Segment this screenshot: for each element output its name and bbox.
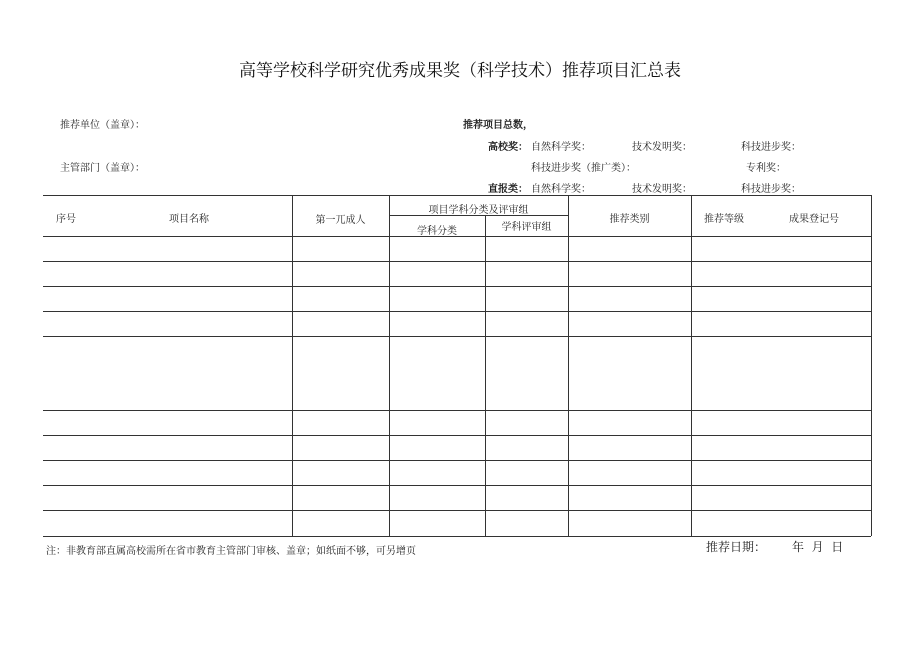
header-recommend-level: 推荐等级 xyxy=(704,214,744,225)
row-line xyxy=(43,410,871,411)
page-title: 高等学校科学研究优秀成果奖（科学技术）推荐项目汇总表 xyxy=(239,61,681,81)
header-recommend-type: 推荐类别 xyxy=(609,214,650,225)
direct-tech-invention: 技术发明奖： xyxy=(632,184,692,195)
total-count-label: 推荐项目总数， xyxy=(463,120,533,131)
col-line xyxy=(389,195,390,536)
direct-natural-science: 自然科学奖： xyxy=(531,184,591,195)
tech-progress-promotion: 科技进步奖（推广类）： xyxy=(531,163,636,174)
row-line xyxy=(43,261,871,262)
header-seq: 序号 xyxy=(56,214,76,225)
row-line xyxy=(43,510,871,511)
university-tech-invention: 技术发明奖： xyxy=(632,142,692,153)
header-project-name: 项目名称 xyxy=(169,214,209,225)
table-border-bottom xyxy=(43,536,871,537)
header-subject-category: 学科分类 xyxy=(417,226,457,237)
col-line xyxy=(691,195,692,536)
row-line xyxy=(43,286,871,287)
recommend-date-label: 推荐日期： xyxy=(706,540,767,554)
col-line xyxy=(568,195,569,536)
university-natural-science: 自然科学奖： xyxy=(531,142,591,153)
patent-award: 专利奖： xyxy=(746,163,786,174)
header-subject-group: 项目学科分类及评审组 xyxy=(428,205,529,216)
recommend-unit-label: 推荐单位（盖章）： xyxy=(60,120,145,131)
row-line xyxy=(43,435,871,436)
authority-label: 主管部门（盖章）： xyxy=(60,163,145,174)
footnote: 注：非教育部直属高校需所在省市教育主管部门审核、盖章；如纸面不够，可另增页 xyxy=(46,546,416,557)
header-review-panel: 学科评审组 xyxy=(501,222,552,233)
university-tech-progress: 科技进步奖： xyxy=(741,142,801,153)
header-first-person: 第一兀成人 xyxy=(315,215,366,226)
university-award-label: 高校奖： xyxy=(488,142,528,153)
direct-tech-progress: 科技进步奖： xyxy=(741,184,801,195)
table-border-right xyxy=(871,195,872,536)
direct-report-label: 直报类： xyxy=(488,184,528,195)
header-registration-no: 成果登记号 xyxy=(789,214,839,225)
col-line xyxy=(292,195,293,536)
recommend-date-units: 年 月 日 xyxy=(792,540,844,554)
col-line xyxy=(485,215,486,536)
row-line xyxy=(43,485,871,486)
row-line xyxy=(43,336,871,337)
row-line xyxy=(43,311,871,312)
row-line xyxy=(43,460,871,461)
table-border-top xyxy=(43,195,871,196)
